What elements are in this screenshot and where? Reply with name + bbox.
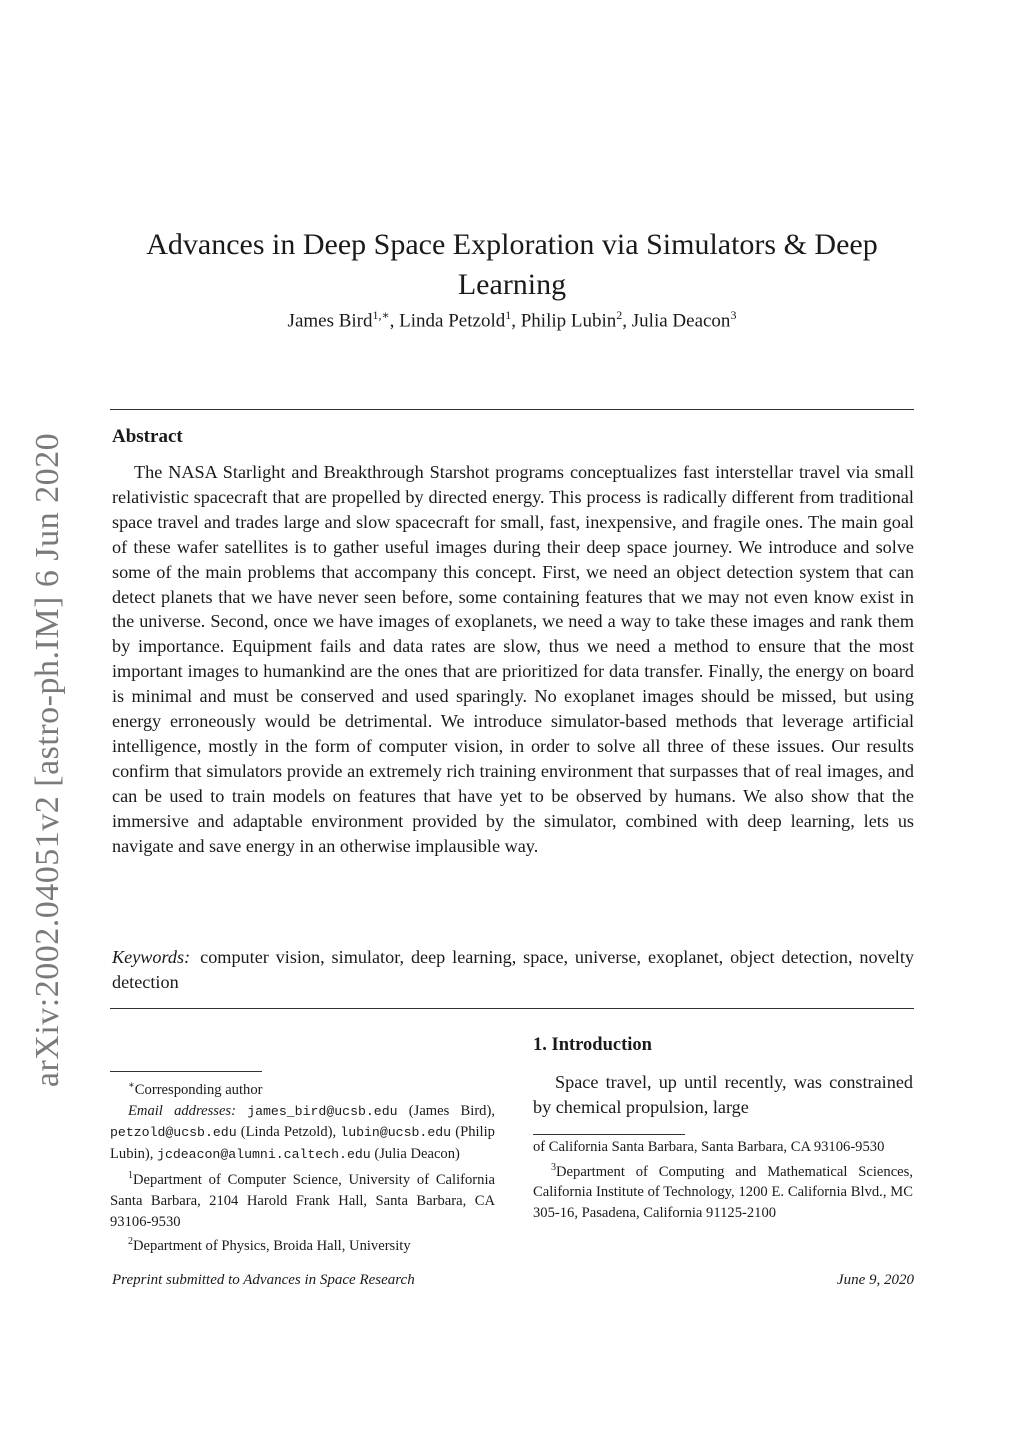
- email-owner: (Linda Petzold),: [240, 1124, 337, 1141]
- footnote-mark: ∗: [128, 1080, 135, 1091]
- email-link[interactable]: petzold@ucsb.edu: [110, 1125, 237, 1141]
- email-link[interactable]: jcdeacon@alumni.caltech.edu: [157, 1147, 371, 1163]
- footnote-mark: 1: [128, 1170, 133, 1182]
- email-link[interactable]: lubin@ucsb.edu: [340, 1125, 452, 1141]
- affiliation-note: Department of Computing and Mathematical Sciences, California Institute of Technology, 1200 E. California Blvd., MC 305-16, Pasadena, California 91125-2100: [533, 1163, 913, 1222]
- keywords-block: [112, 945, 914, 995]
- email-label: Email addresses:: [128, 1102, 236, 1119]
- affiliation-note-continued: of California Santa Barbara, Santa Barbara, CA 93106-9530: [533, 1139, 885, 1155]
- affiliation-note: Department of Physics, Broida Hall, University: [133, 1238, 411, 1255]
- author-name: Philip Lubin: [520, 310, 617, 332]
- author-affil-mark: 1: [505, 308, 512, 322]
- keywords-list: computer vision, simulator, deep learning, space, universe, exoplanet, object detection, novelty detection: [112, 947, 914, 992]
- author-name: Julia Deacon: [631, 310, 731, 332]
- footnote-mark: 2: [128, 1236, 133, 1248]
- footnotes-left: [110, 1076, 495, 1257]
- section-heading: 1. Introduction: [533, 1035, 652, 1055]
- abstract-body: The NASA Starlight and Breakthrough Starshot programs conceptualizes fast interstellar travel via small relativistic spacecraft that are propelled by directed energy. This process is radically different from traditional space travel and trades large and slow spacecraft for small, fast, inexpensive, and fragile ones. The main goal of these wafer satellites is to gather useful images during their deep space journey. We introduce and solve some of the main problems that accompany this concept. First, we need an object detection system that can detect planets that we have never seen before, some containing features that we may not even know exist in the universe. Second, once we have images of exoplanets, we need a way to take these images and rank them by importance. Equipment fails and data rates are slow, thus we need a method to ensure that the most important images to humankind are the ones that are prioritized for data transfer. Finally, the energy on board is minimal and must be conserved and used sparingly. No exoplanet images should be missed, but using energy erroneously would be detrimental. We introduce simulator-based methods that leverage artificial intelligence, mostly in the form of computer vision, in order to solve all three of these issues. Our results confirm that simulators provide an extremely rich training environment that surpasses that of real images, and can be used to train models on features that have yet to be observed by humans. We also show that the immersive and adaptable environment provided by the simulator, combined with deep learning, lets us navigate and save energy in an otherwise implausible way.: [112, 462, 914, 856]
- abstract-bottom-rule: [110, 1008, 914, 1009]
- author-name: Linda Petzold: [399, 310, 506, 332]
- abstract-heading: Abstract: [112, 426, 183, 447]
- email-link[interactable]: james_bird@ucsb.edu: [247, 1103, 398, 1119]
- paper-title: Advances in Deep Space Exploration via Simulators & Deep Learning: [146, 228, 878, 302]
- preprint-date: June 9, 2020: [836, 1272, 914, 1288]
- email-owner: (Julia Deacon): [374, 1146, 460, 1163]
- arxiv-identifier: arXiv:2002.04051v2 [astro-ph.IM] 6 Jun 2020: [29, 432, 66, 1088]
- preprint-note: Preprint submitted to Advances in Space Research: [112, 1272, 415, 1288]
- affiliation-note: Department of Computer Science, University of California Santa Barbara, 2104 Harold Frank Hall, Santa Barbara, CA 93106-9530: [110, 1171, 495, 1230]
- footnote-mark: 3: [551, 1161, 556, 1173]
- author-affil-mark: 3: [730, 308, 737, 322]
- author-affil-mark: 2: [616, 308, 623, 322]
- email-owner: (Philip Lubin),: [110, 1124, 495, 1163]
- footnote-rule-left: [110, 1071, 262, 1072]
- footnotes-right: [533, 1137, 913, 1224]
- introduction-body: Space travel, up until recently, was constrained by chemical propulsion, large: [533, 1072, 913, 1117]
- footnote-rule-right: [533, 1134, 685, 1135]
- corresponding-author-note: Corresponding author: [134, 1081, 263, 1098]
- author-affil-mark: 1,∗: [372, 308, 390, 322]
- author-list: James Bird$^{1,∗}$, Linda Petzold$^1$, Philip Lubin$^2$, Julia Deacon$^3$: [287, 308, 737, 332]
- abstract-top-rule: [110, 409, 914, 410]
- email-owner: (James Bird),: [408, 1102, 495, 1119]
- keywords-label: Keywords:: [112, 947, 191, 967]
- author-name: James Bird: [287, 310, 373, 332]
